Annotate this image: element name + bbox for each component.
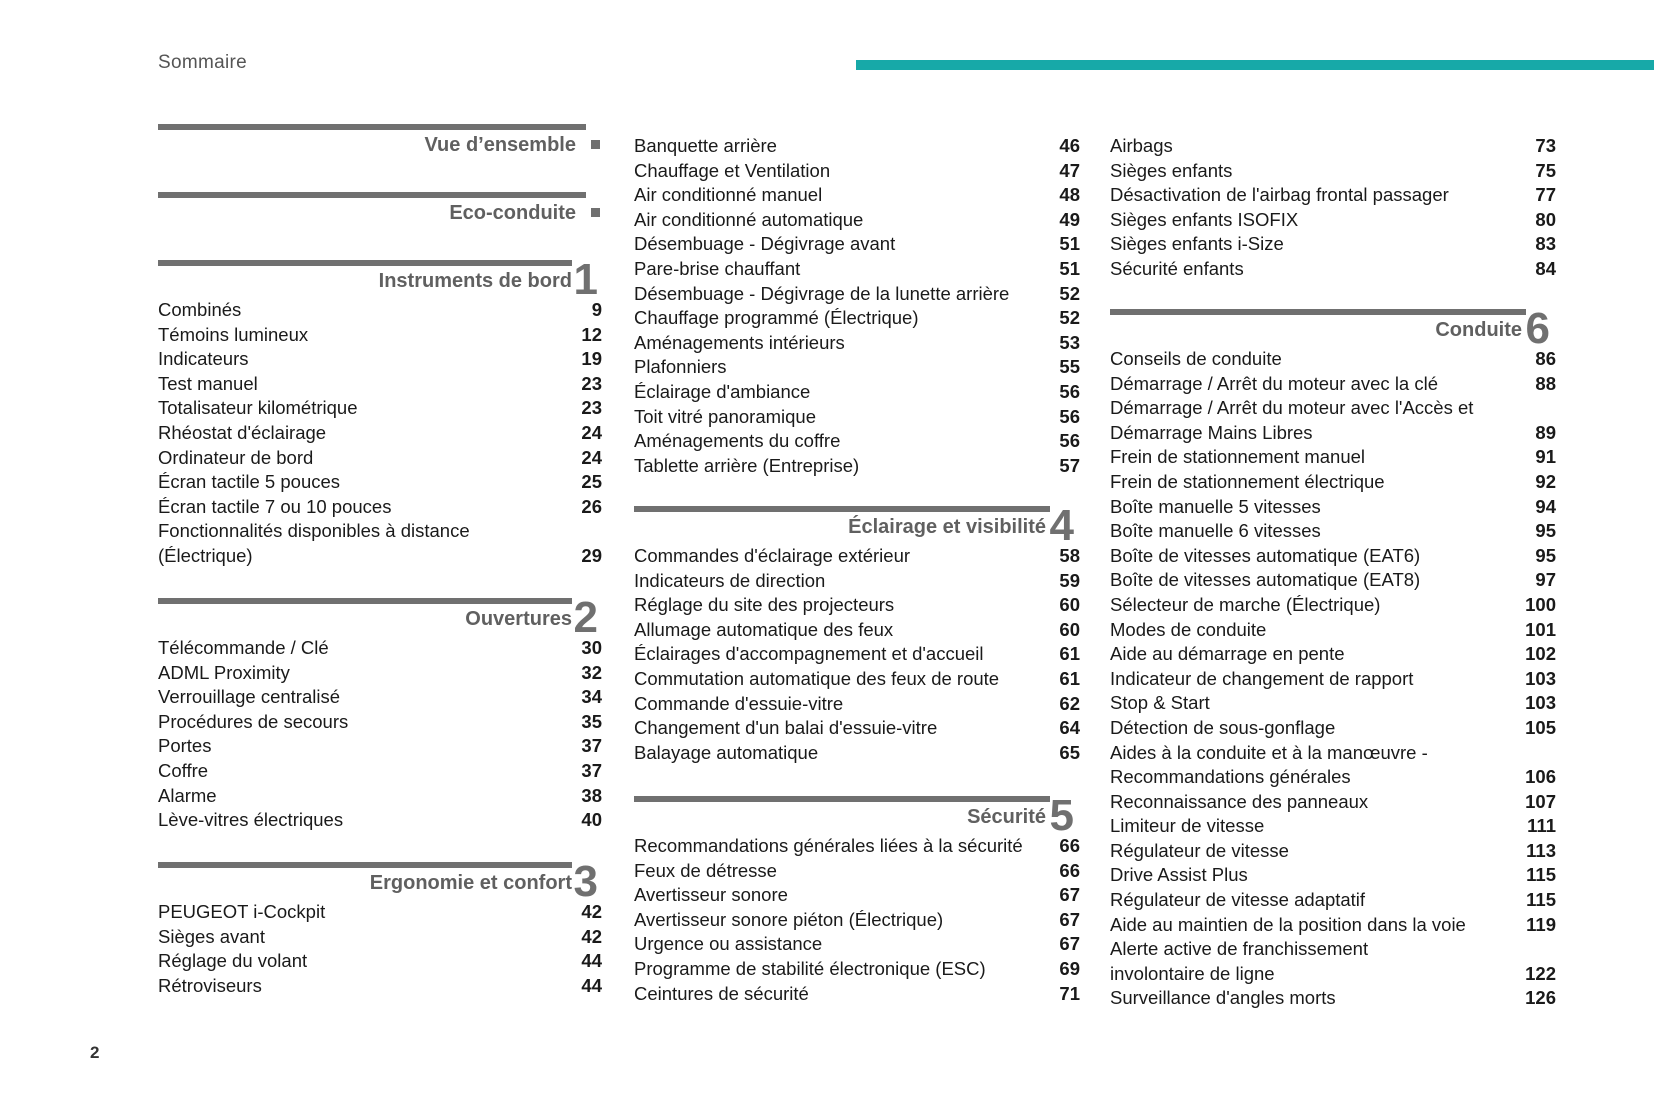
toc-entry[interactable]	[1110, 790, 1556, 815]
toc-entry-title: Boîte de vitesses automatique (EAT6)	[1110, 544, 1421, 566]
toc-entry-title: Démarrage / Arrêt du moteur avec l'Accès et	[1110, 397, 1474, 419]
toc-entry-page: 126	[1525, 987, 1556, 1009]
toc-entry-title: Réglage du volant	[158, 950, 308, 972]
section-rule	[1110, 309, 1526, 315]
toc-entry-page: 44	[581, 950, 602, 972]
section-square-icon	[591, 208, 600, 217]
toc-entry-title: Conseils de conduite	[1110, 348, 1282, 369]
toc-entry-page: 88	[1535, 372, 1556, 394]
toc-entry-title: Détection de sous-gonflage	[1110, 716, 1336, 738]
toc-entry-page: 69	[1059, 957, 1080, 979]
toc-entry[interactable]	[634, 932, 1080, 957]
toc-entry-title: Commandes d'éclairage extérieur	[634, 545, 911, 566]
toc-entry[interactable]	[1110, 159, 1556, 184]
section-1	[158, 255, 602, 598]
toc-entry[interactable]	[1110, 962, 1556, 987]
toc-entry-title: Recommandations générales	[1110, 766, 1351, 788]
toc-entry[interactable]	[1110, 937, 1556, 962]
section-rule	[158, 260, 572, 266]
toc-entry[interactable]	[634, 232, 1080, 257]
toc-entry[interactable]	[634, 134, 1080, 159]
toc-entry-title: Indicateur de changement de rapport	[1110, 667, 1414, 689]
toc-entry[interactable]	[1110, 863, 1556, 888]
toc-entry-page: 35	[581, 710, 602, 732]
toc-entry-title: Banquette arrière	[634, 135, 777, 156]
toc-entry-title: Ceintures de sécurité	[634, 982, 809, 1004]
toc-entry[interactable]	[158, 949, 602, 974]
toc-entry[interactable]	[634, 642, 1080, 667]
toc-entry-title: Aménagements du coffre	[634, 430, 841, 452]
section-title[interactable]: Instruments de bord	[378, 270, 572, 292]
toc-entry[interactable]	[634, 593, 1080, 618]
toc-entry-page: 55	[1059, 356, 1080, 378]
toc-entry[interactable]	[634, 405, 1080, 430]
toc-entry[interactable]	[1110, 470, 1556, 495]
toc-entry-page: 94	[1535, 495, 1556, 517]
toc-entry-page: 56	[1059, 405, 1080, 427]
toc-entry-page: 40	[581, 809, 602, 831]
toc-entry-title: Sièges avant	[158, 925, 265, 947]
section-eco-conduite	[158, 192, 602, 260]
toc-entry-title: Air conditionné automatique	[634, 208, 864, 230]
toc-entry-title: Allumage automatique des feux	[634, 618, 894, 640]
toc-entry-page: 122	[1525, 962, 1556, 984]
toc-entry-page: 49	[1059, 208, 1080, 230]
toc-entry-page: 67	[1059, 933, 1080, 955]
toc-entry-title: Aides à la conduite et à la manœuvre -	[1110, 741, 1428, 763]
toc-entry[interactable]	[1110, 741, 1556, 766]
toc-entry[interactable]	[1110, 445, 1556, 470]
toc-entry[interactable]	[1110, 208, 1556, 233]
toc-entry[interactable]	[158, 323, 602, 348]
toc-entry-title: Toit vitré panoramique	[634, 405, 817, 427]
toc-entry-page: 103	[1525, 667, 1556, 689]
section-vue-ensemble	[158, 124, 602, 192]
section-number: 5	[1049, 791, 1074, 840]
toc-entry[interactable]	[634, 282, 1080, 307]
toc-entry[interactable]	[158, 734, 602, 759]
toc-entry-page: 91	[1535, 446, 1556, 468]
toc-entry[interactable]	[634, 544, 1080, 569]
toc-entry-title: Avertisseur sonore	[634, 884, 788, 906]
toc-entry[interactable]	[634, 454, 1080, 479]
toc-entry-page: 24	[581, 421, 602, 443]
toc-entry-title: Reconnaissance des panneaux	[1110, 790, 1369, 812]
toc-entry-title: Écran tactile 7 ou 10 pouces	[158, 495, 392, 517]
toc-entry-title: Coffre	[158, 759, 209, 781]
toc-entry-page: 107	[1525, 790, 1556, 812]
toc-entry-page: 34	[581, 686, 602, 708]
toc-entry[interactable]	[158, 661, 602, 686]
toc-entry-page: 37	[581, 735, 602, 757]
toc-entry[interactable]	[634, 306, 1080, 331]
toc-entry[interactable]	[634, 355, 1080, 380]
toc-column-1	[158, 124, 602, 998]
toc-entry-title: Réglage du site des projecteurs	[634, 594, 895, 616]
toc-entry-title: Écran tactile 5 pouces	[158, 471, 341, 493]
toc-entry-title: Programme de stabilité électronique (ESC)	[634, 957, 986, 979]
toc-entry[interactable]	[634, 159, 1080, 184]
toc-entry[interactable]	[1110, 421, 1556, 446]
toc-entry-page: 119	[1526, 913, 1556, 935]
section-square-icon	[591, 140, 600, 149]
toc-entry-title: Désembuage - Dégivrage de la lunette arrière	[634, 282, 1010, 304]
toc-entry[interactable]	[158, 636, 602, 661]
section-rule	[158, 862, 572, 868]
section-4	[634, 501, 1080, 796]
toc-entry-page: 52	[1059, 307, 1080, 329]
toc-entry-page: 56	[1059, 430, 1080, 452]
toc-entry[interactable]	[158, 808, 602, 833]
toc-entry-title: Aide au maintien de la position dans la voie	[1110, 913, 1466, 935]
toc-entry[interactable]	[158, 900, 602, 925]
toc-entry-title: Feux de détresse	[634, 859, 777, 881]
toc-entry-title: Démarrage / Arrêt du moteur avec la clé	[1110, 372, 1439, 394]
toc-entry-page: 25	[581, 471, 602, 493]
toc-entry[interactable]	[1110, 347, 1556, 372]
toc-entry-page: 65	[1059, 741, 1080, 763]
toc-entry-page: 71	[1059, 982, 1080, 1004]
toc-entry-page: 102	[1525, 643, 1556, 665]
toc-entry-title: Limiteur de vitesse	[1110, 815, 1265, 837]
toc-entry-title: Télécommande / Clé	[158, 637, 329, 658]
toc-entry-title: Boîte de vitesses automatique (EAT8)	[1110, 569, 1421, 591]
toc-entry-title: Modes de conduite	[1110, 618, 1267, 640]
toc-entry-page: 73	[1535, 135, 1556, 156]
toc-entry[interactable]	[158, 470, 602, 495]
toc-entry-page: 51	[1059, 233, 1080, 255]
toc-entry-page: 26	[581, 495, 602, 517]
toc-entry-title: Stop & Start	[1110, 692, 1210, 714]
toc-entry-page: 115	[1526, 889, 1556, 911]
section-continuation	[1110, 124, 1556, 309]
toc-entry[interactable]	[158, 495, 602, 520]
toc-entry-title: Sièges enfants i-Size	[1110, 233, 1284, 255]
toc-entry-title: Frein de stationnement manuel	[1110, 446, 1366, 468]
toc-entry[interactable]	[1110, 618, 1556, 643]
toc-entry-title: Aide au démarrage en pente	[1110, 643, 1345, 665]
toc-entry[interactable]	[1110, 839, 1556, 864]
toc-entry-title: Régulateur de vitesse	[1110, 839, 1289, 861]
toc-entry[interactable]	[1110, 814, 1556, 839]
toc-entry-title: (Électrique)	[158, 544, 253, 566]
section-title[interactable]: Vue d’ensemble	[424, 134, 576, 156]
toc-entry[interactable]	[634, 331, 1080, 356]
toc-entry-title: Totalisateur kilométrique	[158, 397, 358, 419]
toc-entry[interactable]	[1110, 232, 1556, 257]
toc-entry-title: Commande d'essuie-vitre	[634, 692, 844, 714]
toc-entry-page: 53	[1059, 331, 1080, 353]
section-rule	[158, 124, 586, 130]
toc-entry-title: Portes	[158, 735, 212, 757]
toc-entry-page: 19	[581, 348, 602, 370]
section-title[interactable]: Sécurité	[967, 806, 1046, 828]
toc-entry[interactable]	[1110, 134, 1556, 159]
toc-entry[interactable]	[158, 372, 602, 397]
toc-entry[interactable]	[634, 692, 1080, 717]
toc-entry-page: 103	[1525, 692, 1556, 714]
toc-entry-page: 52	[1059, 282, 1080, 304]
toc-entry-title: Air conditionné manuel	[634, 184, 823, 206]
toc-entry-title: Lève-vitres électriques	[158, 809, 344, 831]
toc-entry-title: Sièges enfants	[1110, 159, 1233, 181]
toc-entry-title: Boîte manuelle 6 vitesses	[1110, 520, 1321, 542]
toc-entry-page: 106	[1525, 766, 1556, 788]
toc-entry-title: Changement d'un balai d'essuie-vitre	[634, 717, 938, 739]
toc-entry-page: 58	[1059, 545, 1080, 566]
toc-entry[interactable]	[1110, 396, 1556, 421]
toc-entry[interactable]	[158, 347, 602, 372]
toc-entry[interactable]	[634, 569, 1080, 594]
toc-entry[interactable]	[158, 710, 602, 735]
toc-entry-title: Combinés	[158, 299, 242, 320]
toc-entry-page: 12	[581, 323, 602, 345]
toc-entry[interactable]	[1110, 667, 1556, 692]
toc-entry[interactable]	[634, 741, 1080, 766]
toc-entry-title: ADML Proximity	[158, 661, 290, 683]
toc-entry[interactable]	[158, 396, 602, 421]
toc-entry-page: 77	[1535, 184, 1556, 206]
toc-entry[interactable]	[634, 380, 1080, 405]
toc-entry-page: 64	[1059, 717, 1080, 739]
toc-entry-title: PEUGEOT i-Cockpit	[158, 901, 326, 922]
toc-entry[interactable]	[634, 618, 1080, 643]
toc-entry[interactable]	[634, 859, 1080, 884]
section-number: 1	[573, 255, 598, 304]
toc-entry[interactable]	[158, 784, 602, 809]
toc-entry[interactable]	[158, 446, 602, 471]
section-number: 4	[1049, 501, 1074, 550]
toc-entry-title: Surveillance d'angles morts	[1110, 987, 1336, 1009]
toc-entry-title: Tablette arrière (Entreprise)	[634, 454, 860, 476]
toc-entry-title: Rhéostat d'éclairage	[158, 421, 327, 443]
toc-entry-title: Démarrage Mains Libres	[1110, 421, 1313, 443]
toc-entry[interactable]	[634, 257, 1080, 282]
toc-entry-title: Recommandations générales liées à la sécurité	[634, 835, 1023, 856]
toc-entry-title: Aménagements intérieurs	[634, 331, 845, 353]
toc-entry-title: Éclairage d'ambiance	[634, 380, 811, 402]
section-title[interactable]: Conduite	[1435, 319, 1522, 341]
toc-entry[interactable]	[1110, 716, 1556, 741]
toc-entry-page: 60	[1059, 618, 1080, 640]
toc-entry[interactable]	[634, 834, 1080, 859]
toc-entry-page: 48	[1059, 184, 1080, 206]
toc-entry[interactable]	[1110, 913, 1556, 938]
toc-entry[interactable]	[634, 957, 1080, 982]
toc-entry[interactable]	[1110, 691, 1556, 716]
toc-entry-page: 66	[1059, 859, 1080, 881]
toc-entry[interactable]	[1110, 519, 1556, 544]
toc-entry-page: 9	[591, 299, 602, 320]
toc-entry[interactable]	[158, 519, 602, 544]
toc-entry[interactable]	[634, 908, 1080, 933]
toc-entry-title: Sièges enfants ISOFIX	[1110, 208, 1299, 230]
toc-entry[interactable]	[1110, 495, 1556, 520]
toc-entry-title: involontaire de ligne	[1110, 962, 1275, 984]
toc-entry[interactable]	[1110, 765, 1556, 790]
toc-entry-page: 80	[1535, 208, 1556, 230]
section-title[interactable]: Éclairage et visibilité	[848, 516, 1046, 538]
section-number: 6	[1525, 304, 1550, 353]
section-3	[158, 857, 602, 998]
toc-entry-page: 61	[1059, 643, 1080, 665]
toc-entry-page: 89	[1535, 421, 1556, 443]
toc-entry-page: 46	[1059, 135, 1080, 156]
toc-entry-page: 67	[1059, 884, 1080, 906]
toc-entry[interactable]	[1110, 372, 1556, 397]
toc-entry-title: Plafonniers	[634, 356, 727, 378]
toc-entry-page: 67	[1059, 908, 1080, 930]
toc-entry-title: Sécurité enfants	[1110, 257, 1244, 279]
toc-entry-page: 56	[1059, 380, 1080, 402]
toc-entry-title: Chauffage et Ventilation	[634, 159, 831, 181]
toc-entry-title: Ordinateur de bord	[158, 446, 314, 468]
toc-entry-title: Indicateurs	[158, 348, 249, 370]
toc-entry-page: 24	[581, 446, 602, 468]
toc-entry-page: 38	[581, 784, 602, 806]
toc-entry-page: 23	[581, 397, 602, 419]
toc-entry[interactable]	[1110, 257, 1556, 282]
section-rule	[634, 506, 1050, 512]
toc-entry-page: 51	[1059, 257, 1080, 279]
toc-column-2	[634, 124, 1080, 1006]
toc-entry[interactable]	[158, 421, 602, 446]
section-6	[1110, 304, 1556, 1011]
toc-entry-page: 83	[1535, 233, 1556, 255]
section-rule	[158, 192, 586, 198]
toc-entry[interactable]	[158, 759, 602, 784]
toc-entry[interactable]	[1110, 986, 1556, 1011]
toc-entry[interactable]	[158, 685, 602, 710]
toc-entry[interactable]	[1110, 888, 1556, 913]
toc-entry-title: Témoins lumineux	[158, 323, 309, 345]
toc-entry-title: Airbags	[1110, 135, 1173, 156]
toc-entry-title: Drive Assist Plus	[1110, 864, 1248, 886]
toc-entry-title: Verrouillage centralisé	[158, 686, 341, 708]
toc-column-3	[1110, 124, 1556, 1011]
toc-entry-title: Pare-brise chauffant	[634, 257, 801, 279]
toc-entry-title: Avertisseur sonore piéton (Électrique)	[634, 908, 944, 930]
toc-entry[interactable]	[634, 982, 1080, 1007]
toc-entry-page: 86	[1535, 348, 1556, 369]
toc-entry-page: 23	[581, 372, 602, 394]
toc-entry-page: 115	[1526, 864, 1556, 886]
section-number: 2	[573, 593, 598, 642]
toc-entry-page: 92	[1535, 470, 1556, 492]
toc-entry-page: 66	[1059, 835, 1080, 856]
toc-entry-title: Éclairages d'accompagnement et d'accueil	[634, 643, 984, 665]
toc-entry-title: Alerte active de franchissement	[1110, 938, 1369, 960]
toc-entry-title: Commutation automatique des feux de route	[634, 667, 1000, 689]
toc-entry[interactable]	[634, 183, 1080, 208]
toc-entry-page: 32	[581, 661, 602, 683]
section-title[interactable]: Ouvertures	[465, 608, 572, 630]
section-2	[158, 593, 602, 862]
toc-entry-title: Désembuage - Dégivrage avant	[634, 233, 896, 255]
toc-entry[interactable]	[1110, 593, 1556, 618]
toc-entry-page: 95	[1535, 520, 1556, 542]
toc-entry-title: Boîte manuelle 5 vitesses	[1110, 495, 1321, 517]
toc-entry[interactable]	[634, 429, 1080, 454]
toc-entry-title: Procédures de secours	[158, 710, 349, 732]
toc-entry-title: Test manuel	[158, 372, 258, 394]
toc-entry-page: 111	[1527, 815, 1556, 837]
section-rule	[158, 598, 572, 604]
toc-entry-page: 42	[581, 925, 602, 947]
toc-entry[interactable]	[1110, 642, 1556, 667]
toc-entry-page: 75	[1535, 159, 1556, 181]
toc-entry-title: Fonctionnalités disponibles à distance	[158, 520, 470, 542]
section-number: 3	[573, 857, 598, 906]
toc-entry-page: 95	[1535, 544, 1556, 566]
toc-entry[interactable]	[1110, 183, 1556, 208]
header-accent-bar	[856, 60, 1654, 70]
toc-entry[interactable]	[158, 974, 602, 999]
toc-entry-page: 61	[1059, 667, 1080, 689]
toc-entry-page: 29	[581, 544, 602, 566]
toc-entry-page: 97	[1535, 569, 1556, 591]
toc-entry[interactable]	[634, 667, 1080, 692]
toc-entry[interactable]	[634, 883, 1080, 908]
toc-entry[interactable]	[158, 925, 602, 950]
toc-entry[interactable]	[158, 298, 602, 323]
toc-entry[interactable]	[1110, 568, 1556, 593]
toc-entry-title: Chauffage programmé (Électrique)	[634, 307, 919, 329]
toc-entry-title: Sélecteur de marche (Électrique)	[1110, 593, 1381, 615]
section-5	[634, 791, 1080, 1006]
toc-entry-title: Désactivation de l'airbag frontal passager	[1110, 184, 1449, 206]
toc-entry[interactable]	[634, 716, 1080, 741]
toc-entry-page: 101	[1525, 618, 1556, 640]
toc-entry-page: 30	[581, 637, 602, 658]
section-continuation	[634, 124, 1080, 506]
toc-entry-page: 44	[581, 974, 602, 996]
page-number: 2	[90, 1043, 100, 1062]
toc-entry-title: Balayage automatique	[634, 741, 819, 763]
toc-entry-title: Alarme	[158, 784, 217, 806]
toc-entry-page: 57	[1059, 454, 1080, 476]
toc-entry-page: 84	[1535, 257, 1556, 279]
section-title[interactable]: Eco-conduite	[449, 202, 576, 224]
toc-entry-page: 47	[1059, 159, 1080, 181]
section-rule	[634, 796, 1050, 802]
toc-entry-title: Frein de stationnement électrique	[1110, 470, 1385, 492]
toc-entry-title: Indicateurs de direction	[634, 569, 826, 591]
toc-entry[interactable]	[1110, 544, 1556, 569]
toc-entry-title: Régulateur de vitesse adaptatif	[1110, 889, 1366, 911]
toc-entry-page: 42	[581, 901, 602, 922]
toc-entry-title: Rétroviseurs	[158, 974, 262, 996]
toc-entry-page: 37	[581, 759, 602, 781]
section-title[interactable]: Ergonomie et confort	[369, 872, 572, 894]
toc-entry-page: 113	[1526, 839, 1556, 861]
toc-entry-page: 62	[1059, 692, 1080, 714]
toc-entry-title: Urgence ou assistance	[634, 933, 823, 955]
toc-entry-page: 105	[1525, 716, 1556, 738]
toc-entry[interactable]	[158, 544, 602, 569]
toc-entry-page: 100	[1525, 593, 1556, 615]
page-header-label: Sommaire	[158, 52, 247, 73]
toc-entry-page: 60	[1059, 594, 1080, 616]
toc-entry[interactable]	[634, 208, 1080, 233]
toc-entry-page: 59	[1059, 569, 1080, 591]
